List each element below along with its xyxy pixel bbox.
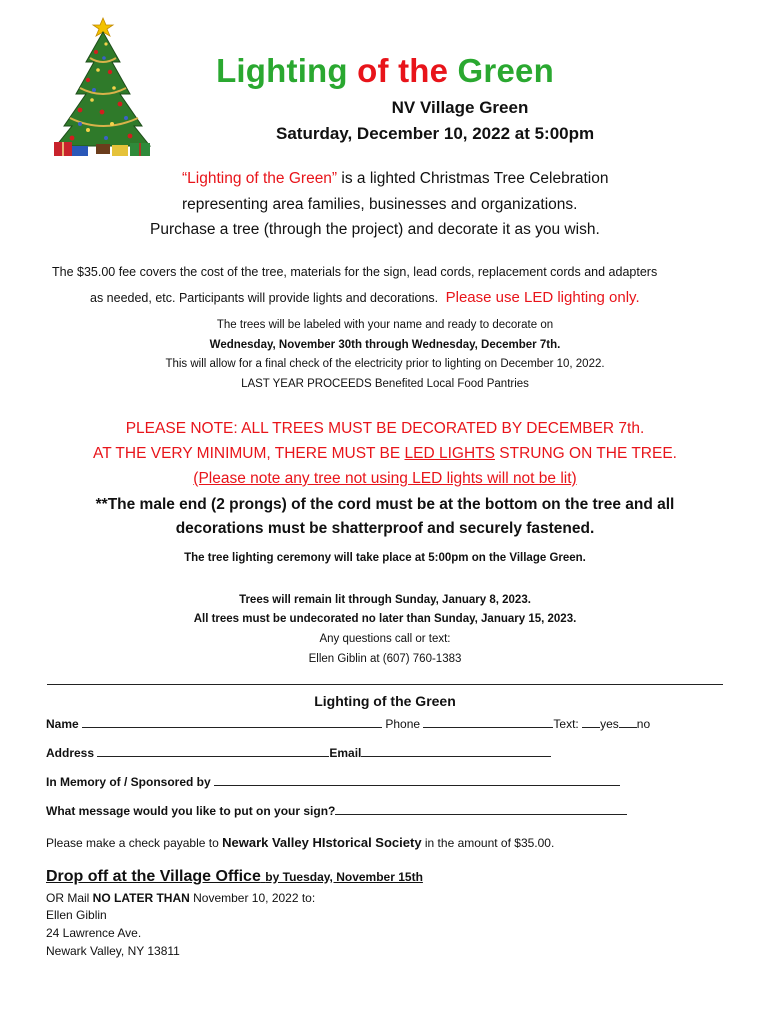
form-heading: Lighting of the Green	[314, 693, 456, 709]
no-label: no	[636, 717, 651, 731]
title-words-of-the: of the	[357, 52, 449, 89]
notice-line-2-a: AT THE VERY MINIMUM, THERE MUST BE	[93, 445, 405, 462]
lit-until-line: Trees will remain lit through Sunday, January 8, 2023.	[239, 594, 531, 606]
notice-line-1: PLEASE NOTE: ALL TREES MUST BE DECORATED BY DECEMBER 7th.	[125, 420, 645, 437]
mail-city: Newark Valley, NY 13811	[46, 944, 180, 958]
address-field[interactable]	[97, 745, 329, 757]
led-notice: Please use LED lighting only.	[445, 289, 640, 306]
mail-recipient: Ellen Giblin	[46, 908, 107, 922]
mail-street: 24 Lawrence Ave.	[46, 926, 142, 940]
schedule-line-3: This will allow for a final check of the electricity prior to lighting on December 10, 2022.	[165, 358, 605, 370]
email-field[interactable]	[361, 745, 551, 757]
name-row	[46, 716, 650, 731]
text-no-field[interactable]	[619, 716, 637, 728]
phone-field[interactable]	[423, 716, 553, 728]
schedule-line-1: The trees will be labeled with your name and ready to decorate on	[216, 319, 554, 331]
intro-line-3: Purchase a tree (through the project) and decorate it as you wish.	[150, 221, 600, 238]
event-location: NV Village Green	[391, 98, 529, 117]
divider	[47, 684, 723, 685]
sign-label: What message would you like to put on your sign?	[46, 804, 336, 818]
check-row	[46, 835, 554, 850]
title-word-green: Green	[457, 52, 554, 89]
fee-line-2	[90, 289, 640, 306]
intro-line-1	[182, 170, 608, 188]
ceremony-line: The tree lighting ceremony will take place at 5:00pm on the Village Green.	[184, 552, 586, 564]
cord-line-2: decorations must be shatterproof and securely fastened.	[175, 520, 595, 537]
sign-field[interactable]	[335, 803, 627, 815]
schedule-line-2: Wednesday, November 30th through Wednesday, December 7th.	[209, 339, 561, 351]
check-text-a: Please make a check payable to	[46, 836, 223, 850]
fee-line-1: The $35.00 fee covers the cost of the tree, materials for the sign, lead cords, replacement cords and adapters	[52, 265, 658, 279]
dropoff-deadline: by Tuesday, November 15th	[265, 870, 423, 884]
check-text-c: in the amount of $35.00.	[421, 836, 555, 850]
email-label: Email	[329, 746, 362, 760]
undecorate-line: All trees must be undecorated no later than Sunday, January 15, 2023.	[193, 613, 577, 625]
phone-label: Phone	[385, 717, 421, 731]
intro-quote: “Lighting of the Green”	[182, 170, 338, 187]
yes-label: yes	[600, 717, 619, 731]
mail-line	[46, 889, 315, 907]
title-word-lighting: Lighting	[216, 52, 348, 89]
intro-line-1-text: is a lighted Christmas Tree Celebration	[337, 170, 609, 187]
address-row	[46, 745, 551, 760]
fee-line-2-text: as needed, etc. Participants will provide lights and decorations.	[90, 291, 439, 305]
mail-text-a: OR Mail	[46, 891, 93, 905]
mail-text-c: November 10, 2022 to:	[189, 891, 316, 905]
notice-led-lights: LED LIGHTS	[404, 445, 495, 462]
text-label: Text:	[553, 717, 579, 731]
intro-line-2: representing area families, businesses and organizations.	[182, 196, 578, 213]
schedule-line-4: LAST YEAR PROCEEDS Benefited Local Food Pantries	[241, 378, 529, 390]
cord-line-1: **The male end (2 prongs) of the cord must be at the bottom on the tree and all	[95, 496, 675, 513]
name-field[interactable]	[82, 716, 382, 728]
notice-line-3: (Please note any tree not using LED lights will not be lit)	[193, 470, 577, 487]
memory-field[interactable]	[214, 774, 620, 786]
mail-no-later-than: NO LATER THAN	[92, 891, 190, 905]
page-title	[0, 52, 770, 90]
address-label: Address	[46, 746, 95, 760]
questions-line: Any questions call or text:	[319, 633, 451, 645]
memory-row	[46, 774, 620, 789]
sign-row	[46, 803, 627, 818]
contact-line: Ellen Giblin at (607) 760-1383	[308, 653, 462, 665]
event-date: Saturday, December 10, 2022 at 5:00pm	[276, 124, 595, 143]
name-label: Name	[46, 717, 79, 731]
notice-line-2-c: STRUNG ON THE TREE.	[494, 445, 677, 462]
payee-name: Newark Valley HIstorical Society	[222, 835, 422, 850]
text-yes-field[interactable]	[582, 716, 600, 728]
dropoff-heading	[46, 868, 423, 886]
notice-line-2	[0, 445, 770, 463]
dropoff-title: Drop off at the Village Office	[46, 868, 261, 885]
memory-label: In Memory of / Sponsored by	[46, 775, 211, 789]
